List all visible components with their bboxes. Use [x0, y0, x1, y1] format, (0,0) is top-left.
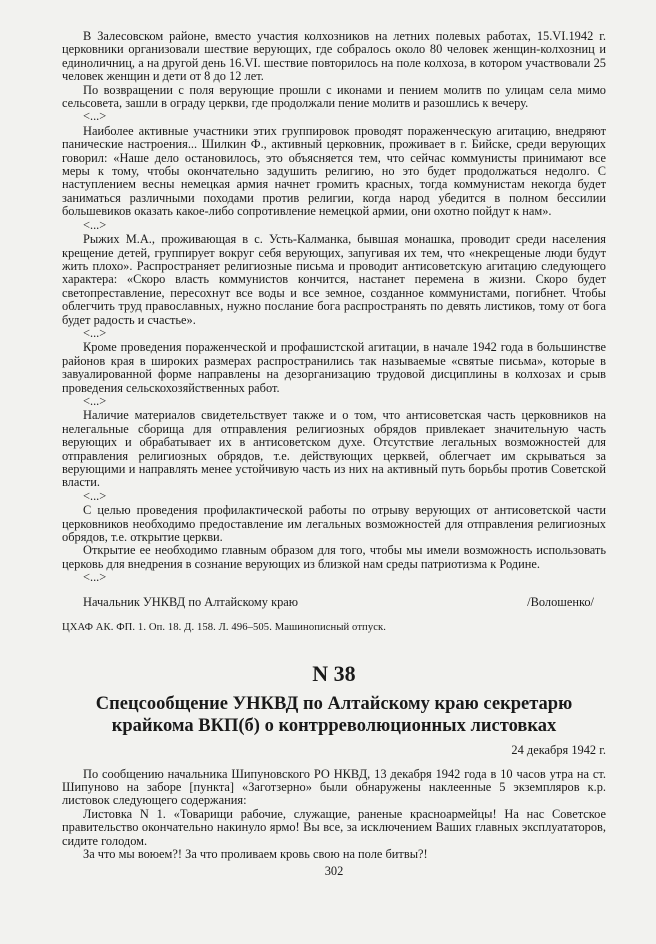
- paragraph: Листовка N 1. «Товарищи рабочие, служащие, раненые красноармейцы! На нас Советское правительство окончательно накинуло ярмо! Вы все, за исключением Ваших главных эксплуататоров, сидите голодом.: [62, 806, 606, 848]
- paragraph: За что мы воюем?! За что проливаем кровь свою на поле битвы?!: [83, 847, 428, 862]
- paragraph: По возвращении с поля верующие прошли с иконами и пением молитв по улицам села мимо сельсовета, зашли в ограду церкви, где продолжали пение молитв и разошлись к вечеру.: [62, 82, 606, 111]
- body-text-top: [62, 30, 606, 585]
- paragraph: По сообщению начальника Шипуновского РО НКВД, 13 декабря 1942 года в 10 часов утра на ст. Шипуново на заборе [пункта] «Заготзерно» были обнаружены наклеенные 5 экземпляров к.р. листовок следующего содержания:: [62, 766, 606, 808]
- document-date: 24 декабря 1942 г.: [511, 742, 606, 757]
- ellipsis: <...>: [83, 325, 107, 340]
- paragraph: С целью проведения профилактической работы по отрыву верующих от антисоветской части церковников необходимо предоставление им легальных возможностей для отправления религиозных обрядов, т.е. открытие церкви.: [62, 503, 606, 545]
- body-text-bottom: [62, 768, 606, 862]
- document-number: N 38: [312, 660, 356, 686]
- paragraph: Кроме проведения пораженческой и профашистской агитации, в начале 1942 года в большинстве районов края в широких размерах распространились так называемые «святые письма», которые в завуалированной форме направлены на дезорганизацию трудовой дисциплины в колхозах и срыв проведения сельскохозяйственных работ.: [62, 340, 606, 395]
- paragraph: Открытие ее необходимо главным образом для того, чтобы мы имели возможность использовать церковь для внедрения в сознание верующих из близкой нам среды патриотизма к Родине.: [62, 543, 606, 571]
- signature-name: /Волошенко/: [527, 594, 594, 609]
- ellipsis: <...>: [83, 217, 107, 232]
- signature-line: [83, 595, 594, 610]
- paragraph: Рыжих М.А., проживающая в с. Усть-Калманка, бывшая монашка, проводит среди населения крещение детей, группирует вокруг себя верующих, запугивая их тем, что «некрещеные люди будут жить плохо». Распространяет религиозные письма и проводит антисоветскую агитацию следующего характера: «Скоро власть коммунистов кончится, настанет перемена в жизни. Скоро будет светопреставление, пересохнут все воды и все земное, созданное коммунистами, погибнет. Чтобы облегчить труд православных, нужно послание бога распространять по девять листиков, тому от бога будет радость и счастье».: [62, 232, 606, 327]
- paragraph: В Залесовском районе, вместо участия колхозников на летних полевых работах, 15.VI.1942 г. церковники организовали шествие верующих, где собралось около 80 человек женщин-колхозниц и единоличниц, а на другой день 16.VI. шествие повторилось на поле колхоза, в котором участвовали 25 человек женщин и дети от 8 до 12 лет.: [62, 29, 606, 84]
- document-title: Спецсообщение УНКВД по Алтайскому краю секретарю крайкома ВКП(б) о контрреволюционных листовках: [95, 693, 573, 736]
- signature-position: Начальник УНКВД по Алтайскому краю: [83, 594, 299, 609]
- ellipsis: <...>: [83, 488, 107, 503]
- paragraph: Наличие материалов свидетельствует также и о том, что антисоветская часть церковников на нелегальные сборища для отправления религиозных обрядов привлекает значительную часть верующих и обрабатывает их в антисоветском духе. Отсутствие легальных возможностей для отправления религиозных обрядов, т.е. действующих церквей, облегчает им скрываться за верующими и направлять менее устойчивую часть из них на активный путь борьбы против Советской власти.: [62, 408, 606, 490]
- paragraph: Наиболее активные участники этих группировок проводят пораженческую агитацию, внедряют панические настроения... Шилкин Ф., активный церковник, проживает в г. Бийске, среди верующих говорил: «Наше дело остановилось, это объясняется тем, что сейчас коммунисты принимают все меры к тому, чтобы окончательно задушить религию, но это будет продолжаться недолго. С наступлением весны немецкая армия начнет громить красных, тогда коммунистам некогда будет заниматься различными походами против религии, когда народ убедится в полном бессилии большевиков оказать какое-либо сопротивление немецкой армии, они охотно пойдут к нам».: [62, 123, 606, 219]
- ellipsis: <...>: [83, 393, 107, 408]
- ellipsis: <...>: [83, 570, 107, 585]
- archive-reference: ЦХАФ АК. ФП. 1. Оп. 18. Д. 158. Л. 496–505. Машинописный отпуск.: [62, 621, 387, 633]
- ellipsis: <...>: [83, 109, 107, 124]
- page-number: 302: [324, 863, 344, 878]
